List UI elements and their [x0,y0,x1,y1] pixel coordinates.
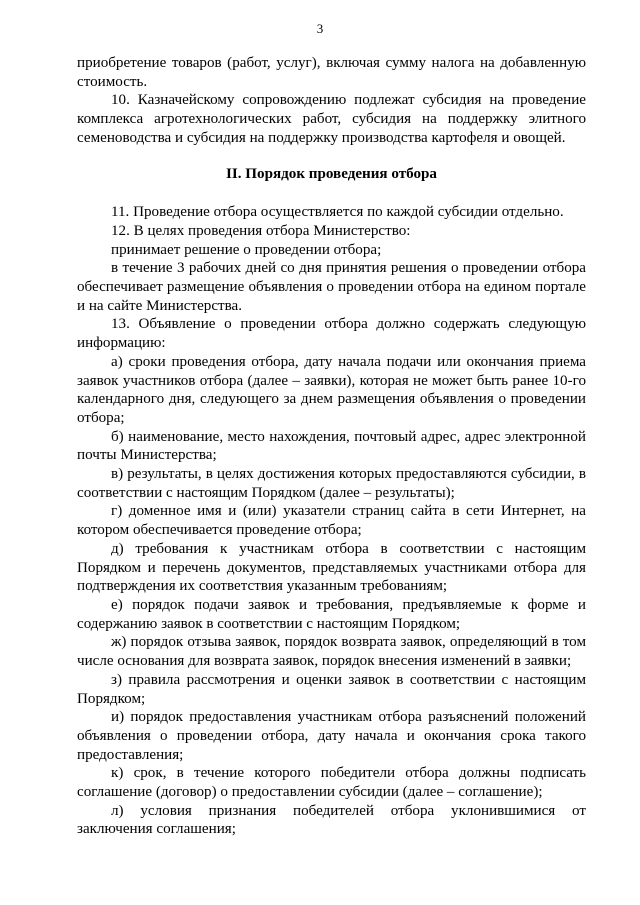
list-item-z: з) правила рассмотрения и оценки заявок в соответствии с настоящим Порядком; [77,671,586,707]
list-item-i: и) порядок предоставления участникам отбора разъяснений положений объявления о проведении отбора, дату начала и окончания срока такого предоставления; [77,709,586,763]
paragraph-12: 12. В целях проведения отбора Министерство: [111,222,411,239]
section-title: II. Порядок проведения отбора [226,165,437,182]
list-item-a: а) сроки проведения отбора, дату начала подачи или окончания приема заявок участников отбора (далее – заявки), которая не может быть ранее 10-го календарного дня, следующего за днем размещения объявления о проведении отбора; [77,353,586,426]
list-item-g: г) доменное имя и (или) указатели страниц сайта в сети Интернет, на котором обеспечивается проведение отбора; [77,503,586,539]
document-body [77,54,586,839]
paragraph-12-item-decision: принимает решение о проведении отбора; [111,241,382,258]
list-item-l: л) условия признания победителей отбора уклонившимися от заключения соглашения; [77,802,586,838]
list-item-e: е) порядок подачи заявок и требования, предъявляемые к форме и содержанию заявок в соответствии с настоящим Порядком; [77,596,586,632]
paragraph-11: 11. Проведение отбора осуществляется по каждой субсидии отдельно. [111,204,564,221]
list-item-k: к) срок, в течение которого победители отбора должны подписать соглашение (договор) о предоставлении субсидии (далее – соглашение); [77,765,586,801]
list-item-v: в) результаты, в целях достижения которых предоставляются субсидии, в соответствии с настоящим Порядком (далее – результаты); [77,466,586,501]
continuation-paragraph: приобретение товаров (работ, услуг), включая сумму налога на добавленную стоимость. [77,55,586,90]
page-number: 3 [316,21,324,36]
paragraph-13: 13. Объявление о проведении отбора должно содержать следующую информацию: [77,316,586,352]
list-item-b: б) наименование, место нахождения, почтовый адрес, адрес электронной почты Министерства; [77,428,586,464]
list-item-zh: ж) порядок отзыва заявок, порядок возврата заявок, определяющий в том числе основания для возврата заявок, порядок внесения изменений в заявки; [77,634,586,670]
paragraph-10: 10. Казначейскому сопровождению подлежат субсидия на проведение комплекса агротехнологических работ, субсидия на поддержку элитного семеноводства и субсидия на поддержку производства картофеля и овощей. [77,92,586,146]
list-item-d: д) требования к участникам отбора в соответствии с настоящим Порядком и перечень документов, представляемых участниками отбора для подтверждения их соответствия указанным требованиям; [77,540,586,595]
paragraph-12-item-publication: в течение 3 рабочих дней со дня принятия решения о проведении отбора обеспечивает размещение объявления о проведении отбора на едином портале и на сайте Министерства. [77,260,586,314]
